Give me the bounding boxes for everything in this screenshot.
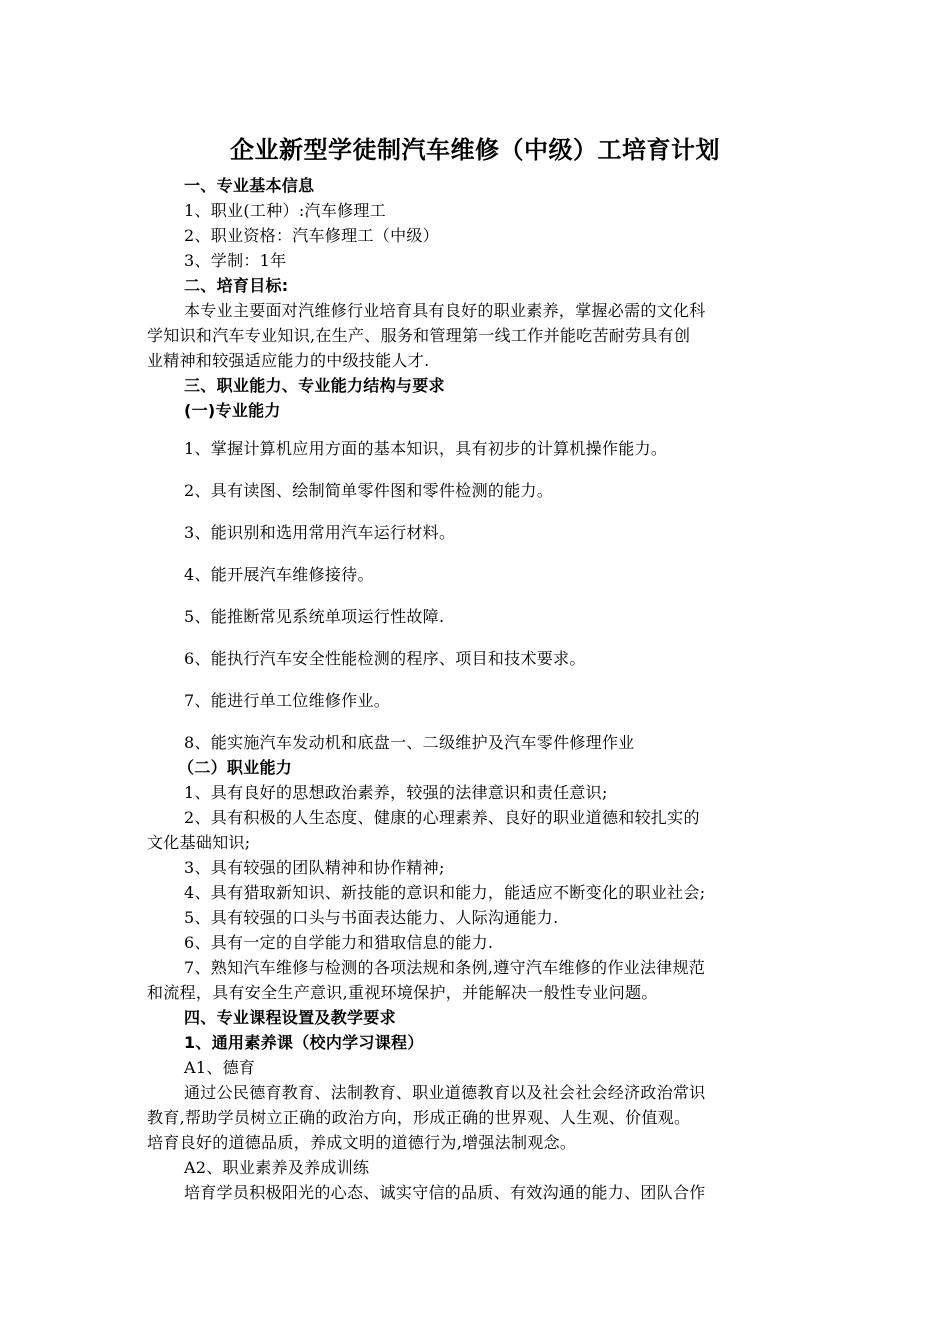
subheading-professional-ability: (一)专业能力 [184,401,281,420]
subheading-vocational-ability: （二）职业能力 [178,758,293,777]
section-heading-courses: 四、专业课程设置及教学要求 [184,1008,396,1027]
list-item: 2、具有读图、绘制简单零件图和零件检测的能力。 [184,481,554,500]
list-item-continuation: 和流程，具有安全生产意识,重视环境保护，并能解决一般性专业问题。 [147,983,658,1002]
section-heading-basic-info: 一、专业基本信息 [184,176,315,195]
list-item-continuation: 文化基础知识; [147,833,251,852]
info-item: 2、职业资格：汽车修理工（中级） [184,226,439,245]
course-title: A1、德育 [184,1058,256,1077]
paragraph-line: 本专业主要面对汽维修行业培育具有良好的职业素养，掌握必需的文化科 [184,301,706,320]
list-item: 6、能执行汽车安全性能检测的程序、项目和技术要求。 [184,649,586,668]
paragraph-line: 培育良好的道德品质，养成文明的道德行为,增强法制观念。 [147,1133,577,1152]
subheading-general-courses: 1、通用素养课（校内学习课程） [184,1033,424,1052]
list-item: 5、具有较强的口头与书面表达能力、人际沟通能力. [184,908,559,927]
paragraph-line: 通过公民德育教育、法制教育、职业道德教育以及社会社会经济政治常识 [184,1083,706,1102]
course-title: A2、职业素养及养成训练 [184,1158,370,1177]
list-item: 7、熟知汽车维修与检测的各项法规和条例,遵守汽车维修的作业法律规范 [184,958,706,977]
list-item: 4、具有猎取新知识、新技能的意识和能力，能适应不断变化的职业社会; [184,883,706,902]
list-item: 7、能进行单工位维修作业。 [184,691,391,710]
section-heading-abilities: 三、职业能力、专业能力结构与要求 [184,376,445,395]
list-item: 5、能推断常见系统单项运行性故障. [184,607,445,626]
list-item: 2、具有积极的人生态度、健康的心理素养、良好的职业道德和较扎实的 [184,808,700,827]
info-item: 3、学制：1年 [184,251,287,270]
list-item: 3、具有较强的团队精神和协作精神; [184,858,445,877]
info-item: 1、职业(工种）:汽车修理工 [184,201,387,220]
list-item: 4、能开展汽车维修接待。 [184,565,374,584]
paragraph-line: 培育学员积极阳光的心态、诚实守信的品质、有效沟通的能力、团队合作 [184,1183,706,1202]
list-item: 1、具有良好的思想政治素养，较强的法律意识和责任意识; [184,783,608,802]
list-item: 6、具有一定的自学能力和猎取信息的能力. [184,933,494,952]
section-heading-goals: 二、培育目标: [184,276,289,295]
list-item: 1、掌握计算机应用方面的基本知识，具有初步的计算机操作能力。 [184,439,668,458]
list-item: 8、能实施汽车发动机和底盘一、二级维护及汽车零件修理作业 [184,733,635,752]
list-item: 3、能识别和选用常用汽车运行材料。 [184,523,456,542]
paragraph-line: 教育,帮助学员树立正确的政治方向，形成正确的世界观、人生观、价值观。 [147,1108,691,1127]
paragraph-line: 学知识和汽车专业知识,在生产、服务和管理第一线工作并能吃苦耐劳具有创 [147,326,691,345]
paragraph-line: 业精神和较强适应能力的中级技能人才. [147,351,430,370]
document-title: 企业新型学徒制汽车维修（中级）工培育计划 [230,136,720,164]
